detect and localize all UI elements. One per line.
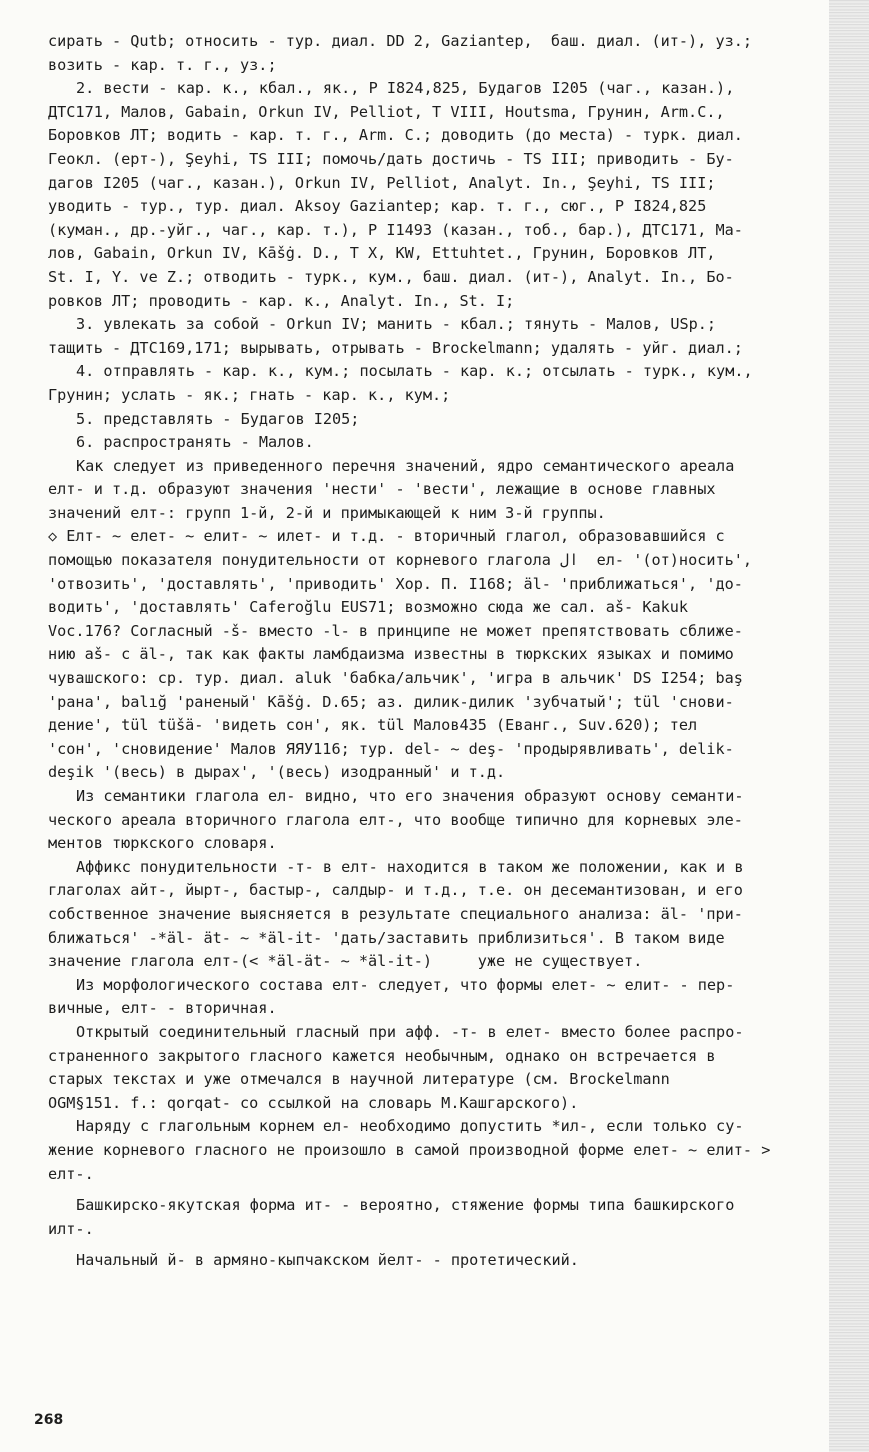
text-line: жение корневого гласного не произошло в самой производной форме елет- ~ елит- > (48, 1140, 771, 1159)
text-line: Открытый соединительный гласный при афф. -т- в елет- вместо более распро- (76, 1022, 744, 1041)
text-line: deşik '(весь) в дырах', '(весь) изодранный' и т.д. (48, 763, 506, 782)
text-line: Как следует из приведенного перечня значений, ядро семантического ареала (76, 456, 735, 475)
text-line: елт- и т.д. образуют значения 'нести' - 'вести', лежащие в основе главных (48, 480, 716, 499)
text-line: елт-. (48, 1164, 94, 1183)
text-line: Геокл. (ерт-), Şeyhi, TS III; помочь/дать достичь - TS III; приводить - Бу- (48, 149, 734, 168)
text-line: собственное значение выясняется в результате специального анализа: äl- 'при- (48, 904, 743, 923)
text-line: тащить - ДТС169,171; вырывать, отрывать - Brockelmann; удалять - уйг. диал.; (48, 338, 743, 357)
text-line: 4. отправлять - кар. к., кум.; посылать - кар. к.; отсылать - турк., кум., (76, 362, 753, 381)
text-line: ровков ЛТ; проводить - кар. к., Analyt. In., St. I; (48, 291, 515, 310)
text-line: ДТС171, Малов, Gabain, Orkun IV, Pelliot, T VIII, Houtsma, Грунин, Arm.C., (48, 102, 725, 121)
text-line: глаголах айт-, йырт-, бастыр-, салдыр- и т.д., т.е. он десемантизован, и его (48, 881, 743, 900)
text-line: ◇ Елт- ~ елет- ~ елит- ~ илет- и т.д. - вторичный глагол, образовавшийся с (48, 527, 725, 546)
text-line: OGM§151. f.: qorqat- со ссылкой на словарь М.Кашгарского). (48, 1093, 579, 1112)
text-line: Аффикс понудительности -т- в елт- находится в таком же положении, как и в (76, 857, 744, 876)
text-line: 5. представлять - Будагов I205; (76, 409, 360, 428)
text-line: (куман., др.-уйг., чаг., кар. т.), Р I1493 (казан., тоб., бар.), ДТС171, Ма- (48, 220, 743, 239)
text-line: Боровков ЛТ; водить - кар. т. г., Arm. C.; доводить (до места) - турк. диал. (48, 126, 743, 145)
text-line: возить - кар. т. г., уз.; (48, 55, 277, 74)
text-line: Из семантики глагола ел- видно, что его значения образуют основу семанти- (76, 787, 744, 805)
text-line: ческого ареала вторичного глагола елт-, что вообще типично для корневых эле- (48, 810, 743, 829)
text-line: дагов I205 (чаг., казан.), Orkun IV, Pelliot, Analyt. In., Şeyhi, TS III; (48, 173, 716, 192)
paragraph-gap (48, 1186, 838, 1194)
text-line: 3. увлекать за собой - Orkun IV; манить - кбал.; тянуть - Малов, USp.; (76, 315, 717, 334)
page-number: 268 (34, 1412, 64, 1428)
text-line: ментов тюркского словаря. (48, 834, 277, 853)
text-line: Наряду с глагольным корнем ел- необходимо допустить *ил-, если только су- (76, 1117, 744, 1136)
text-line: Voc.176? Согласный -š- вместо -l- в принципе не может препятствовать сближе- (48, 621, 743, 640)
text-line: сирать - Qutb; относить - тур. диал. DD 2, Gaziantep, баш. диал. (ит-), уз.; (48, 32, 753, 50)
text-line: водить', 'доставлять' Caferoğlu EUS71; возможно сюда же сал. aš- Kakuk (48, 598, 689, 617)
text-line: чувашского: ср. тур. диал. aluk 'бабка/альчик', 'игра в альчик' DS I254; baş (48, 669, 743, 688)
text-line: Башкирско-якутская форма ит- - вероятно, стяжение формы типа башкирского (76, 1196, 735, 1215)
text-line: St. I, Y. ve Z.; отводить - турк., кум., баш. диал. (ит-), Analyt. In., Бо- (48, 267, 734, 286)
text-line: страненного закрытого гласного кажется необычным, однако он встречается в (48, 1046, 716, 1065)
dictionary-entry-text (48, 30, 838, 1273)
text-line: значение глагола елт-(< *äl-ät- ~ *äl-it-) уже не существует. (48, 952, 643, 971)
text-line: илт-. (48, 1219, 94, 1238)
text-line: 2. вести - кар. к., кбал., як., Р I824,825, Будагов I205 (чаг., казан.), (76, 79, 735, 98)
text-line: 'отвозить', 'доставлять', 'приводить' Хор. П. I168; äl- 'приближаться', 'до- (48, 574, 743, 593)
text-line: старых текстах и уже отмечался в научной литературе (см. Brockelmann (48, 1070, 670, 1089)
paragraph-gap (48, 1241, 838, 1249)
text-line: дение', tül tüšä- 'видеть сон', як. tül Малов435 (Еванг., Suv.620); тел (48, 716, 698, 735)
text-line: Начальный й- в армяно-кыпчакском йелт- - протетический. (76, 1251, 579, 1270)
text-line: 'сон', 'сновидение' Малов ЯЯУ116; тур. del- ~ deş- 'продырявливать', delik- (48, 739, 734, 758)
text-line: вичные, елт- - вторичная. (48, 999, 277, 1018)
text-line: 'рана', balığ 'раненый' Kāšġ. D.65; аз. дилик-дилик 'зубчатый'; tül 'снови- (48, 692, 734, 711)
text-line: ближаться' -*äl- ät- ~ *äl-it- 'дать/заставить приблизиться'. В таком виде (48, 928, 725, 947)
text-line: Грунин; услать - як.; гнать - кар. к., кум.; (48, 385, 451, 404)
text-line: лов, Gabain, Orkun IV, Kāšġ. D., T X, KW, Ettuhtet., Грунин, Боровков ЛТ, (48, 244, 716, 263)
text-line: значений елт-: групп 1-й, 2-й и примыкающей к ним 3-й группы. (48, 503, 606, 522)
text-line: 6. распространять - Малов. (76, 433, 314, 452)
text-line: Из морфологического состава елт- следует, что формы елет- ~ елит- - пер- (76, 975, 735, 994)
text-line: нию aš- с äl-, так как факты ламбдаизма известны в тюркских языках и помимо (48, 645, 734, 664)
text-line: уводить - тур., тур. диал. Aksoy Gaziantep; кар. т. г., сюг., Р I824,825 (48, 197, 707, 216)
text-line: помощью показателя понудительности от корневого глагола ال ел- '(от)носить', (48, 551, 753, 570)
